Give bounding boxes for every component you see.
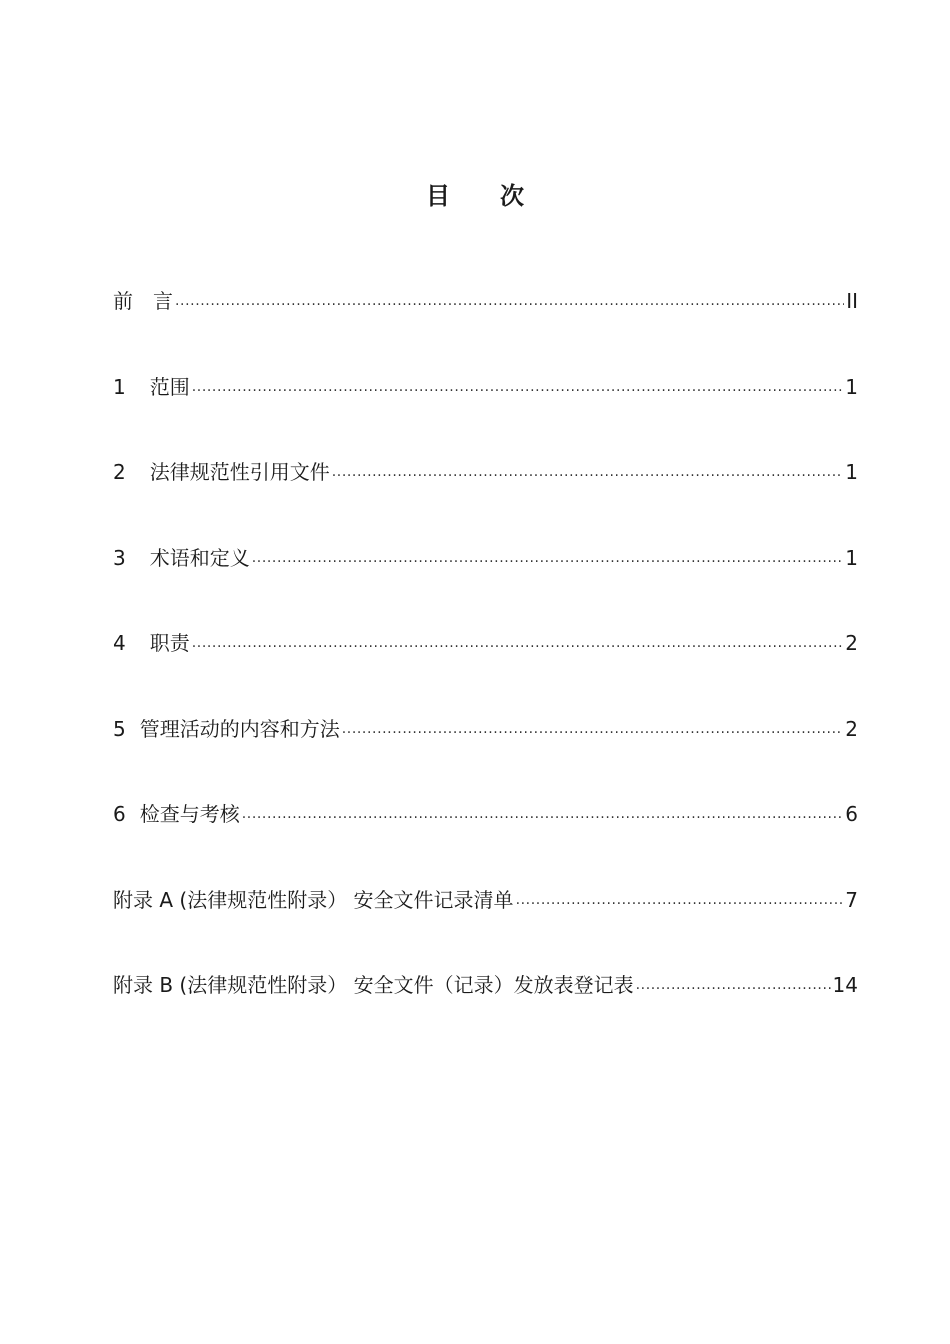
dot-leader [175,287,844,315]
toc-entry-appendix-b[interactable] [113,967,858,1003]
toc-entry-management-activities[interactable] [113,711,858,747]
toc-entry-title: 1 范围 [113,369,190,405]
toc-entry-preface[interactable] [113,283,858,319]
dot-leader [636,971,831,999]
toc-page-number: 7 [845,887,858,912]
title-char-1: 目 [426,182,450,210]
dot-leader [252,544,844,572]
toc-entry-title: 附录 B (法律规范性附录） 安全文件（记录）发放表登记表 [113,973,634,997]
toc-page-number: 14 [832,973,858,997]
toc-entry-appendix-a[interactable] [113,882,858,918]
toc-page-number: 1 [845,460,858,484]
page-title [0,176,950,211]
toc-entry-title: 5 管理活动的内容和方法 [113,711,340,747]
toc-entry-scope[interactable] [113,369,858,405]
section-number: 5 [113,716,126,741]
toc-entry-inspection-assessment[interactable] [113,796,858,832]
toc-page-number: 2 [845,716,858,741]
section-number: 6 [113,802,126,826]
dot-leader [192,629,844,657]
toc-page-number: 1 [845,545,858,570]
section-number: 1 [113,374,126,399]
table-of-contents [113,283,858,1053]
toc-entry-title: 3 术语和定义 [113,540,250,576]
toc-entry-normative-references[interactable] [113,454,858,490]
section-number: 2 [113,460,126,484]
section-number: 4 [113,631,126,655]
dot-leader [242,800,844,828]
dot-leader [332,458,844,486]
dot-leader [342,715,844,743]
toc-entry-responsibilities[interactable] [113,625,858,661]
toc-entry-terms-definitions[interactable] [113,540,858,576]
toc-entry-title: 前 言 [113,289,173,313]
toc-page-number: II [846,289,858,313]
toc-entry-title: 附录 A (法律规范性附录） 安全文件记录清单 [113,887,514,912]
toc-page-number: 2 [845,631,858,655]
toc-entry-title: 4 职责 [113,625,190,661]
title-char-2: 次 [500,182,524,210]
dot-leader [516,886,844,914]
toc-entry-title: 6 检查与考核 [113,796,240,832]
toc-page-number: 1 [845,374,858,399]
dot-leader [192,373,844,401]
toc-entry-title: 2 法律规范性引用文件 [113,454,330,490]
toc-page-number: 6 [845,802,858,826]
section-number: 3 [113,545,126,570]
